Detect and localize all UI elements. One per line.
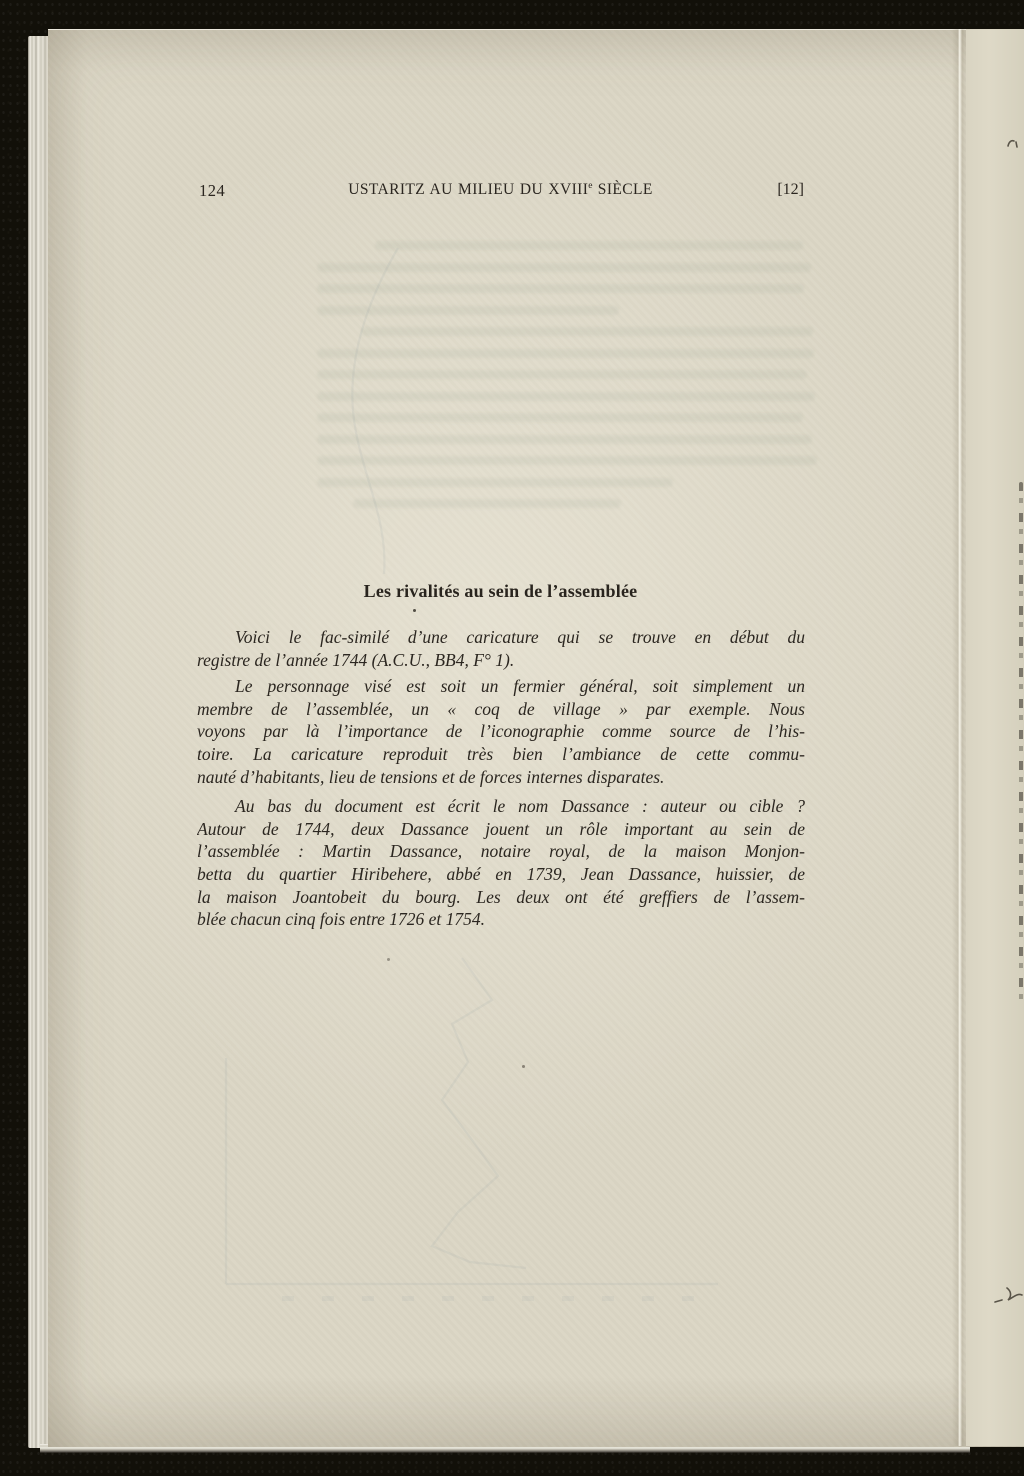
bleedthrough-line [317,306,619,315]
bleedthrough-line [317,413,803,422]
bleedthrough-line [375,241,803,250]
paragraph [197,795,805,931]
text-line: Autour de 1744, deux Dassance jouent un rôle important au sein de [197,818,805,839]
text-line: registre de l’année 1744 (A.C.U., BB4, F° 1). [197,649,515,670]
running-title: USTARITZ AU MILIEU DU XVIIIe SIÈCLE [348,180,653,199]
superscript-e: e [588,180,593,191]
text-line: blée chacun cinq fois entre 1726 et 1754. [197,909,486,930]
folio-reference: [12] [777,181,804,198]
bleedthrough-line [317,392,815,401]
text-line: Le personnage visé est soit un fermier général, soit simplement un [235,676,805,697]
dust-speck [387,958,390,961]
bleedthrough-line [317,370,807,379]
text-line: la maison Joantobeit du bourg. Les deux ont été greffiers de l’assem- [197,886,805,907]
page-edge-stack-left [28,36,49,1448]
dust-speck [522,1065,525,1068]
text-line: membre de l’assemblée, un « coq de village » par exemple. Nous [197,698,805,719]
bleedthrough-line [353,499,621,508]
bleedthrough-line [361,327,813,336]
body-text [197,626,805,931]
bleedthrough-line [317,478,673,487]
paragraph [197,675,805,788]
text-line: l’assemblée : Martin Dassance, notaire royal, de la maison Monjon- [197,841,805,862]
facing-page-sliver [966,29,1024,1446]
dust-speck [413,609,416,612]
bleedthrough-line [317,349,814,358]
paragraph [197,626,805,671]
gutter-fold [952,29,966,1446]
bleedthrough-line [317,284,804,293]
bleedthrough-line [317,263,811,272]
page-number: 124 [199,181,226,200]
bleedthrough-line [317,435,812,444]
cutoff-print-marks [1019,482,1023,1002]
text-line: Voici le fac-similé d’une caricature qui se trouve en début du [235,627,805,647]
text-line: Au bas du document est écrit le nom Dassance : auteur ou cible ? [235,796,805,817]
text-line: betta du quartier Hiribehere, abbé en 1739, Jean Dassance, huissier, de [197,863,805,884]
bleedthrough-line [317,456,817,465]
section-heading: Les rivalités au sein de l’assemblée [363,581,638,601]
text-line: nauté d’habitants, lieu de tensions et de forces internes disparates. [197,766,665,787]
running-header [197,180,804,202]
bleedthrough-text [317,241,817,521]
text-line: toire. La caricature reproduit très bien l’ambiance de cette commu- [197,743,805,764]
text-line: voyons par là l’importance de l’iconographie comme source de l’his- [197,721,805,742]
